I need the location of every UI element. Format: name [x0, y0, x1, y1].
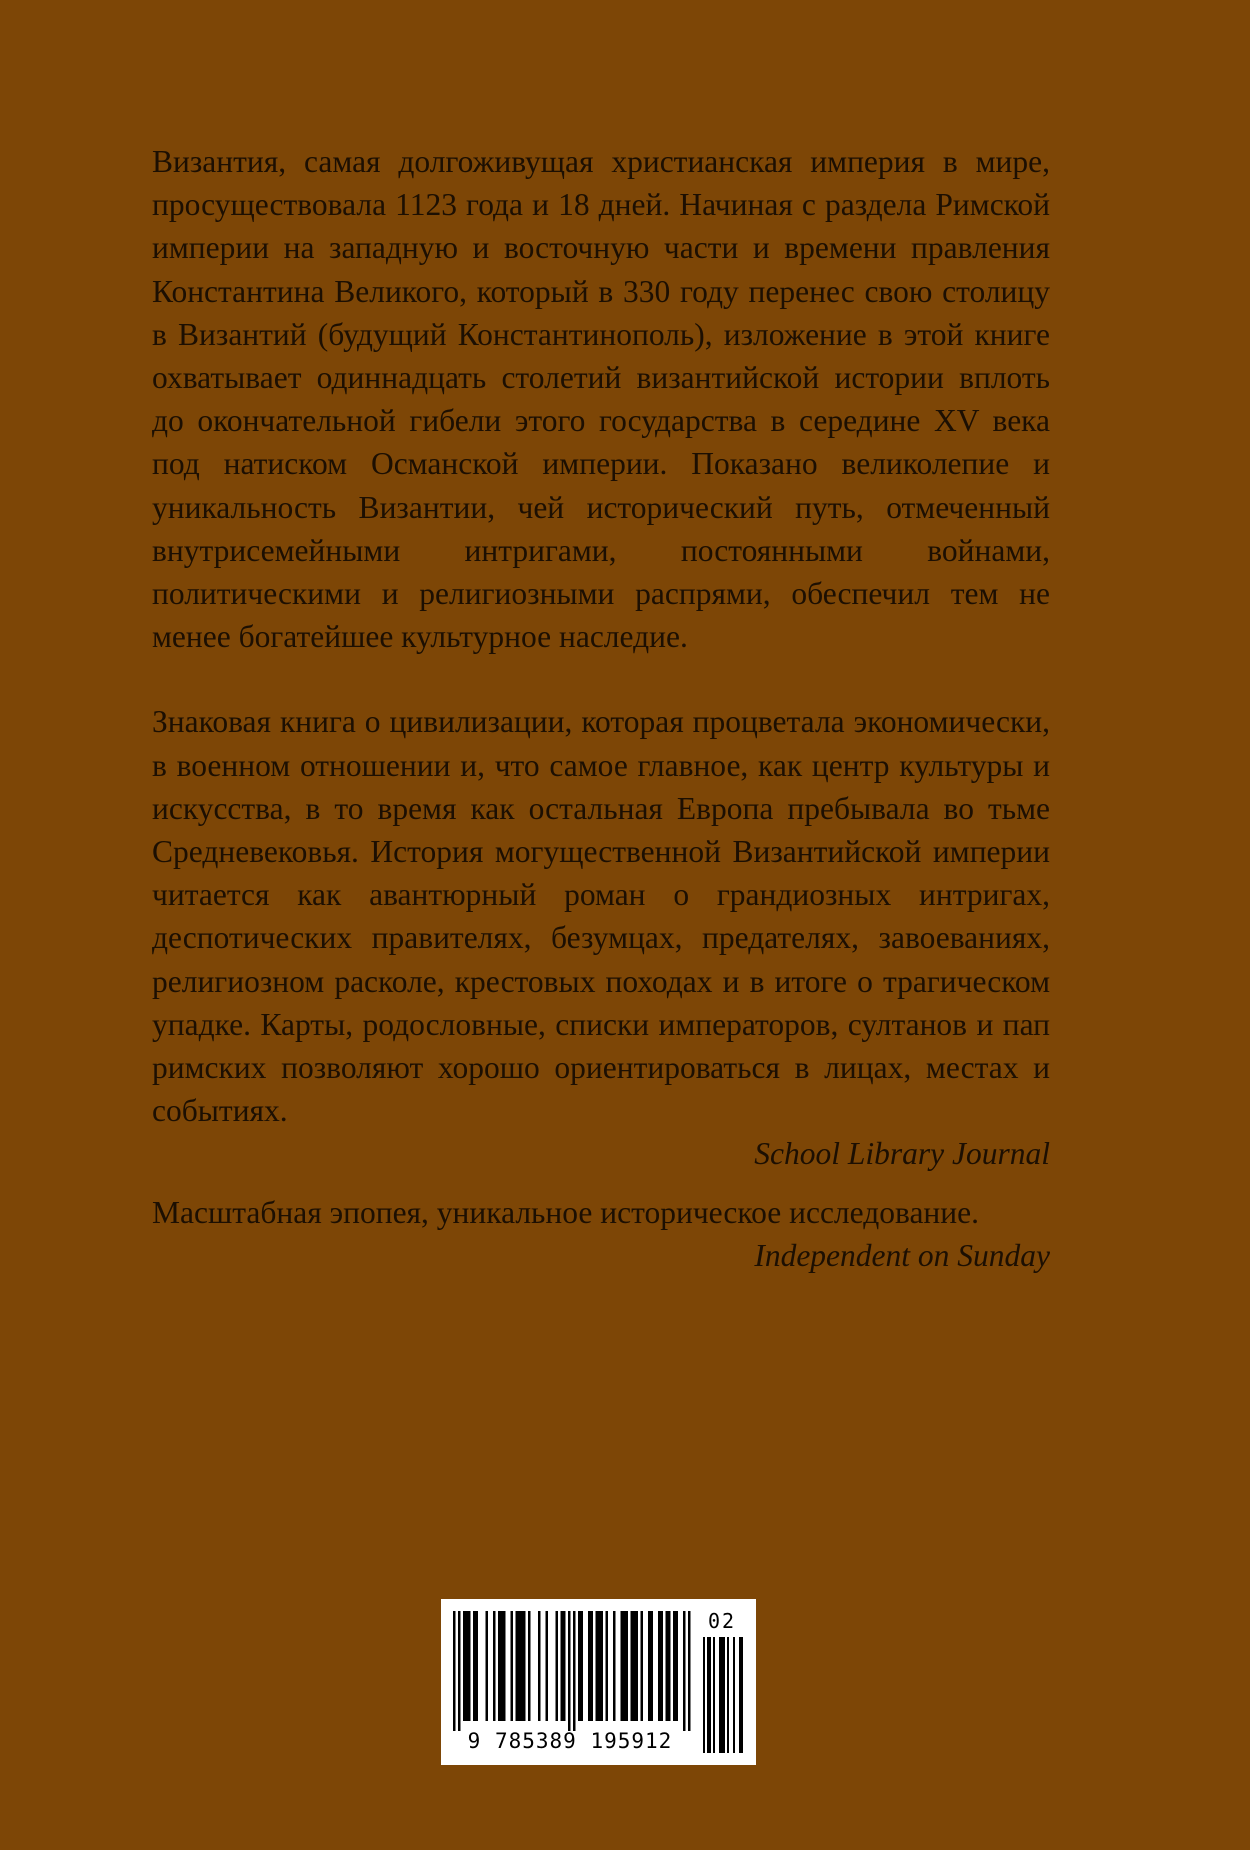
- barcode-bar-47: [673, 1611, 676, 1721]
- review-text-2: Масштабная эпопея, уникальное историческое исследование.: [152, 1194, 979, 1230]
- barcode-bar-3: [466, 1611, 469, 1721]
- barcode-bar-31: [601, 1611, 604, 1721]
- addon-bar-54: [713, 1637, 715, 1753]
- barcode-bar-49: [683, 1611, 686, 1731]
- addon-bar-57: [723, 1637, 725, 1753]
- barcode-bar-4: [468, 1611, 471, 1721]
- barcode-bar-6: [476, 1611, 479, 1721]
- barcode-addon-digits: 02: [707, 1609, 737, 1633]
- barcode-bar-19: [546, 1611, 549, 1721]
- barcode-bar-40: [641, 1611, 644, 1721]
- barcode-bar-30: [598, 1611, 601, 1721]
- barcode-bar-43: [658, 1611, 661, 1721]
- barcode-bar-17: [528, 1611, 531, 1721]
- barcode-bar-29: [596, 1611, 599, 1721]
- barcode-bar-26: [581, 1611, 584, 1721]
- barcode-bar-22: [563, 1611, 566, 1721]
- barcode-bar-25: [578, 1611, 581, 1721]
- addon-bar-53: [709, 1637, 711, 1753]
- barcode-bar-7: [486, 1611, 489, 1721]
- barcode-bar-32: [606, 1611, 609, 1721]
- barcode-bar-11: [503, 1611, 506, 1721]
- barcode-bar-1: [458, 1611, 461, 1731]
- addon-bar-60: [739, 1637, 741, 1753]
- barcode-bar-20: [556, 1611, 559, 1721]
- text-column: [152, 140, 1050, 1292]
- barcode-bar-48: [676, 1611, 679, 1721]
- barcode-bar-50: [688, 1611, 691, 1731]
- isbn-barcode: [441, 1599, 756, 1765]
- review-text-1: Знаковая книга о цивилизации, которая процветала экономически, в военном отношении и, что самое главное, как центр культуры и искусства, в то время как остальная Европа пребывала во тьме Средневековья. История могущественной Византийской империи читается как авантюрный роман о грандиозных интригах, деспотических правителях, безумцах, предателях, завоеваниях, религиозном расколе, крестовых походах и в итоге о трагическом упадке. Карты, родословные, списки императоров, султанов и пап римских позволяют хорошо ориентироваться в лицах, местах и событиях.: [152, 704, 1050, 1129]
- barcode-bar-24: [573, 1611, 576, 1731]
- barcode-bar-5: [473, 1611, 476, 1721]
- barcode-digits: 9 785389 195912: [467, 1729, 673, 1753]
- addon-bar-56: [721, 1637, 723, 1753]
- barcode-bar-33: [613, 1611, 616, 1721]
- addon-bar-55: [719, 1637, 721, 1753]
- barcode-bar-9: [498, 1611, 501, 1721]
- barcode-bar-34: [621, 1611, 624, 1721]
- barcode-bar-16: [523, 1611, 526, 1721]
- barcode-bar-44: [661, 1611, 664, 1721]
- barcode-bar-36: [626, 1611, 629, 1721]
- barcode-bar-23: [568, 1611, 571, 1731]
- barcode-bar-8: [493, 1611, 496, 1721]
- addon-bar-51: [703, 1637, 705, 1753]
- barcode-bar-2: [463, 1611, 466, 1721]
- barcode-bar-10: [501, 1611, 504, 1721]
- barcode-bar-18: [538, 1611, 541, 1721]
- barcode-bar-37: [631, 1611, 634, 1721]
- addon-bar-59: [733, 1637, 735, 1753]
- review-source-1: School Library Journal: [754, 1136, 1050, 1172]
- barcode-bar-13: [516, 1611, 519, 1721]
- barcode-bar-46: [668, 1611, 671, 1721]
- review-source-2: Independent on Sunday: [754, 1237, 1050, 1273]
- barcode-bar-42: [651, 1611, 654, 1721]
- barcode-bar-15: [521, 1611, 524, 1721]
- barcode-bar-35: [623, 1611, 626, 1721]
- barcode-bar-39: [636, 1611, 639, 1721]
- barcode-bar-12: [511, 1611, 514, 1721]
- addon-bar-52: [707, 1637, 709, 1753]
- barcode-bar-38: [633, 1611, 636, 1721]
- addon-bar-61: [741, 1637, 743, 1753]
- barcode-bar-21: [561, 1611, 564, 1721]
- description-paragraph: Византия, самая долгоживущая христианская империя в мире, просуществовала 1123 года и 18 дней. Начиная с раздела Римской империи на западную и восточную части и времени правления Константина Великого, который в 330 году перенес свою столицу в Византий (будущий Константинополь), изложение в этой книге охватывает одиннадцать столетий византийской истории вплоть до окончательной гибели этого государства в середине XV века под натиском Османской империи. Показано великолепие и уникальность Византии, чей исторический путь, отмеченный внутрисемейными интригами, постоянными войнами, политическими и религиозными распрями, обеспечил тем не менее богатейшее культурное наследие.: [152, 144, 1050, 655]
- barcode-bar-28: [591, 1611, 594, 1721]
- barcode-bar-45: [666, 1611, 669, 1721]
- barcode-bar-41: [648, 1611, 651, 1721]
- barcode-bar-0: [453, 1611, 456, 1731]
- barcode-bar-14: [518, 1611, 521, 1721]
- barcode-bar-27: [588, 1611, 591, 1721]
- addon-bar-58: [727, 1637, 729, 1753]
